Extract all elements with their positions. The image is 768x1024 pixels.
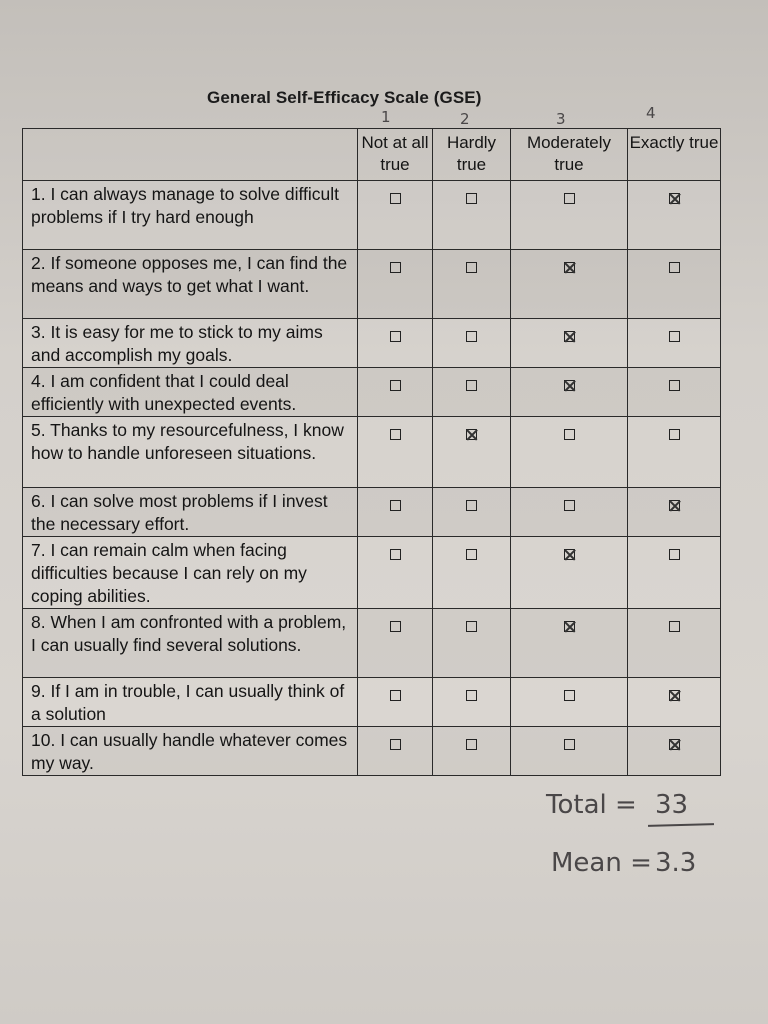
item-text: 3. It is easy for me to stick to my aims and accomplish my goals. xyxy=(23,319,358,368)
item-row xyxy=(23,609,721,678)
checkbox[interactable] xyxy=(466,331,477,342)
checked-checkbox[interactable] xyxy=(564,331,575,342)
response-cell xyxy=(511,727,628,776)
total-label: Total = xyxy=(546,790,637,820)
checked-checkbox[interactable] xyxy=(466,429,477,440)
checkbox[interactable] xyxy=(564,429,575,440)
item-row xyxy=(23,488,721,537)
item-row xyxy=(23,727,721,776)
response-cell xyxy=(358,417,433,488)
checkbox[interactable] xyxy=(466,500,477,511)
checkbox[interactable] xyxy=(669,262,680,273)
response-cell xyxy=(358,368,433,417)
response-cell xyxy=(433,181,511,250)
checked-checkbox[interactable] xyxy=(564,262,575,273)
item-text: 9. If I am in trouble, I can usually think of a solution xyxy=(23,678,358,727)
response-cell xyxy=(358,488,433,537)
checkbox[interactable] xyxy=(390,690,401,701)
gse-table xyxy=(22,128,721,776)
checkbox[interactable] xyxy=(669,331,680,342)
checkbox[interactable] xyxy=(390,549,401,560)
item-row xyxy=(23,319,721,368)
checkbox[interactable] xyxy=(390,262,401,273)
checkbox[interactable] xyxy=(390,739,401,750)
checkbox[interactable] xyxy=(669,429,680,440)
column-header-exactly-true: Exactly true xyxy=(628,129,721,181)
response-cell xyxy=(511,368,628,417)
checked-checkbox[interactable] xyxy=(669,500,680,511)
response-cell xyxy=(628,678,721,727)
response-cell xyxy=(358,537,433,609)
checked-checkbox[interactable] xyxy=(564,549,575,560)
item-row xyxy=(23,417,721,488)
response-cell xyxy=(511,417,628,488)
handwritten-number-3: 3 xyxy=(556,110,566,128)
item-text: 7. I can remain calm when facing difficulties because I can rely on my coping abilities. xyxy=(23,537,358,609)
checkbox[interactable] xyxy=(390,500,401,511)
response-cell xyxy=(433,319,511,368)
item-text: 4. I am confident that I could deal efficiently with unexpected events. xyxy=(23,368,358,417)
scale-title: General Self-Efficacy Scale (GSE) xyxy=(207,88,482,107)
checkbox[interactable] xyxy=(390,621,401,632)
item-text: 5. Thanks to my resourcefulness, I know how to handle unforeseen situations. xyxy=(23,417,358,488)
response-cell xyxy=(433,368,511,417)
response-cell xyxy=(511,678,628,727)
mean-label: Mean = xyxy=(551,848,652,878)
response-cell xyxy=(628,537,721,609)
mean-value: 3.3 xyxy=(655,848,697,878)
header-row xyxy=(23,129,721,181)
checkbox[interactable] xyxy=(466,262,477,273)
item-text: 10. I can usually handle whatever comes my way. xyxy=(23,727,358,776)
response-cell xyxy=(628,319,721,368)
checked-checkbox[interactable] xyxy=(669,193,680,204)
response-cell xyxy=(628,488,721,537)
item-row xyxy=(23,368,721,417)
response-cell xyxy=(358,678,433,727)
handwritten-number-1: 1 xyxy=(381,108,391,126)
item-text: 1. I can always manage to solve difficult problems if I try hard enough xyxy=(23,181,358,250)
item-rows xyxy=(23,181,721,776)
checkbox[interactable] xyxy=(669,380,680,391)
checkbox[interactable] xyxy=(669,621,680,632)
response-cell xyxy=(628,368,721,417)
response-cell xyxy=(433,488,511,537)
checked-checkbox[interactable] xyxy=(669,739,680,750)
response-cell xyxy=(358,250,433,319)
checkbox[interactable] xyxy=(390,429,401,440)
column-header-hardly-true: Hardly true xyxy=(433,129,511,181)
response-cell xyxy=(511,609,628,678)
item-text: 6. I can solve most problems if I invest the necessary effort. xyxy=(23,488,358,537)
response-cell xyxy=(433,250,511,319)
response-cell xyxy=(358,609,433,678)
checked-checkbox[interactable] xyxy=(564,380,575,391)
response-cell xyxy=(433,609,511,678)
response-cell xyxy=(433,727,511,776)
response-cell xyxy=(433,417,511,488)
item-text: 2. If someone opposes me, I can find the means and ways to get what I want. xyxy=(23,250,358,319)
checkbox[interactable] xyxy=(466,193,477,204)
column-header-moderately-true: Moderately true xyxy=(511,129,628,181)
item-text: 8. When I am confronted with a problem, I can usually find several solutions. xyxy=(23,609,358,678)
response-cell xyxy=(628,181,721,250)
response-cell xyxy=(433,537,511,609)
checked-checkbox[interactable] xyxy=(564,621,575,632)
checkbox[interactable] xyxy=(466,690,477,701)
response-cell xyxy=(511,488,628,537)
checkbox[interactable] xyxy=(390,193,401,204)
header-blank xyxy=(23,129,358,181)
item-row xyxy=(23,678,721,727)
handwritten-number-2: 2 xyxy=(460,110,470,128)
response-cell xyxy=(358,181,433,250)
response-cell xyxy=(511,537,628,609)
checkbox[interactable] xyxy=(466,549,477,560)
response-cell xyxy=(628,609,721,678)
column-header-not-at-all-true: Not at all true xyxy=(358,129,433,181)
checkbox[interactable] xyxy=(390,380,401,391)
checkbox[interactable] xyxy=(466,380,477,391)
checked-checkbox[interactable] xyxy=(669,690,680,701)
checkbox[interactable] xyxy=(669,549,680,560)
response-cell xyxy=(358,319,433,368)
checkbox[interactable] xyxy=(564,690,575,701)
response-cell xyxy=(511,319,628,368)
item-row xyxy=(23,181,721,250)
response-cell xyxy=(628,250,721,319)
handwritten-number-4: 4 xyxy=(646,104,656,122)
item-row xyxy=(23,537,721,609)
total-value: 33 xyxy=(655,790,689,820)
response-cell xyxy=(358,727,433,776)
response-cell xyxy=(433,678,511,727)
response-cell xyxy=(511,181,628,250)
response-cell xyxy=(511,250,628,319)
item-row xyxy=(23,250,721,319)
checkbox[interactable] xyxy=(466,621,477,632)
checkbox[interactable] xyxy=(564,500,575,511)
checkbox[interactable] xyxy=(390,331,401,342)
checkbox[interactable] xyxy=(564,739,575,750)
response-cell xyxy=(628,417,721,488)
response-cell xyxy=(628,727,721,776)
checkbox[interactable] xyxy=(564,193,575,204)
checkbox[interactable] xyxy=(466,739,477,750)
